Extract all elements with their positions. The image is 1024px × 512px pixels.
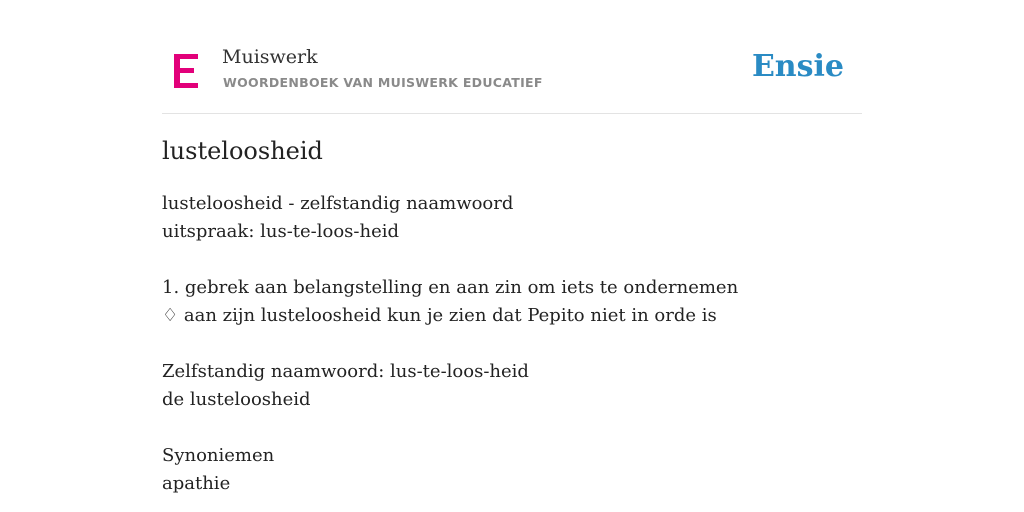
article-line: de lusteloosheid bbox=[162, 389, 311, 410]
spacer bbox=[162, 414, 862, 442]
synonyms-heading: Synoniemen bbox=[162, 445, 275, 466]
brand-name[interactable]: Muiswerk bbox=[222, 46, 318, 68]
part-of-speech-line: lusteloosheid - zelfstandig naamwoord bbox=[162, 193, 514, 214]
ensie-logo-link[interactable]: Ensie bbox=[751, 49, 844, 84]
spacer bbox=[162, 330, 862, 358]
page-title: lusteloosheid bbox=[162, 137, 323, 165]
site-header bbox=[162, 44, 862, 100]
muiswerk-logo-icon[interactable] bbox=[172, 54, 200, 88]
synonym-item: apathie bbox=[162, 473, 231, 494]
pronunciation-line: uitspraak: lus-te-loos-heid bbox=[162, 221, 400, 242]
spacer bbox=[162, 246, 862, 274]
muiswerk-e-logo-icon bbox=[172, 54, 200, 88]
entry-body bbox=[162, 190, 862, 498]
example-line: ♢ aan zijn lusteloosheid kun je zien dat Pepito niet in orde is bbox=[162, 305, 717, 326]
definition-line: 1. gebrek aan belangstelling en aan zin om iets te ondernemen bbox=[162, 277, 739, 298]
brand-subtitle: WOORDENBOEK VAN MUISWERK EDUCATIEF bbox=[223, 75, 543, 90]
page bbox=[162, 0, 862, 512]
header-divider bbox=[162, 113, 862, 114]
grammar-line: Zelfstandig naamwoord: lus-te-loos-heid bbox=[162, 361, 529, 382]
